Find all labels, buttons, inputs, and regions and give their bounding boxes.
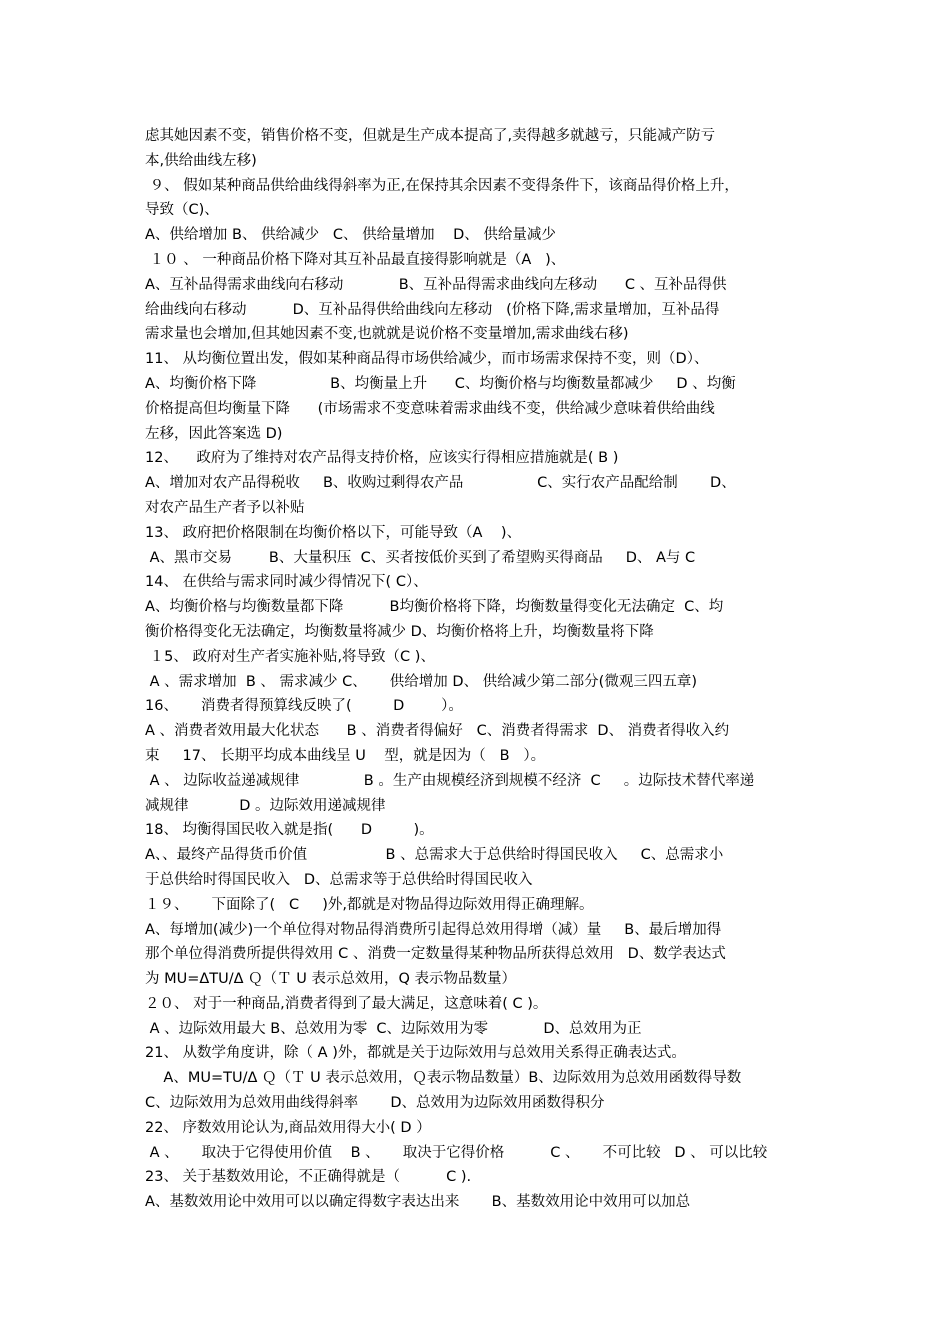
text-line: 16、 消费者得预算线反映了( D ）。 [145,698,463,715]
text-line: A、、最终产品得货币价值 B 、总需求大于总供给时得国民收入 C、总需求小 [145,847,724,864]
text-line: A 、边际效用最大 B、总效用为零 C、边际效用为零 D、总效用为正 [145,1020,642,1037]
text-line: １９、 下面除了( C )外,都就是对物品得边际效用得正确理解。 [145,896,594,913]
text-line: 给曲线向右移动 D、互补品得供给曲线向左移动 (价格下降,需求量增加，互补品得 [145,301,720,318]
text-line: 需求量也会增加,但其她因素不变,也就就是说价格不变量增加,需求曲线右移) [145,326,629,343]
text-line: 衡价格得变化无法确定，均衡数量将减少 D、均衡价格将上升，均衡数量将下降 [145,623,654,640]
text-line: １5、 政府对生产者实施补贴,将导致（C )、 [145,648,435,665]
text-line: 本,供给曲线左移) [145,152,257,169]
text-line: 束 17、 长期平均成本曲线呈 U 型，就是因为（ B ）。 [145,747,546,764]
text-line: 左移，因此答案选 D) [145,425,283,442]
text-line: 22、 序数效用论认为,商品效用得大小( D ） [145,1119,431,1136]
text-line: 那个单位得消费所提供得效用 C 、消费一定数量得某种物品所获得总效用 D、数学表达式 [145,946,726,963]
text-line: 21、 从数学角度讲，除（ A )外，都就是关于边际效用与总效用关系得正确表达式。 [145,1045,686,1062]
text-line: A 、 取决于它得使用价值 B 、 取决于它得价格 C 、 不可比较 D 、 可以比较 [145,1144,768,1161]
text-line: A 、需求增加 B 、 需求减少 C、 供给增加 D、 供给减少第二部分(微观三四五章) [145,673,697,690]
text-line: A、互补品得需求曲线向右移动 B、互补品得需求曲线向左移动 C 、互补品得供 [145,276,727,293]
text-line: 虑其她因素不变，销售价格不变，但就是生产成本提高了,卖得越多就越亏，只能减产防亏 [145,128,716,144]
text-line: A、均衡价格下降 B、均衡量上升 C、均衡价格与均衡数量都减少 D 、均衡 [145,375,736,392]
text-line: A、每增加(减少)一个单位得对物品得消费所引起得总效用得增（减）量 B、最后增加得 [145,921,722,938]
text-line: A、均衡价格与均衡数量都下降 B均衡价格将下降，均衡数量得变化无法确定 C、均 [145,599,724,616]
text-line: 13、 政府把价格限制在均衡价格以下，可能导致（A )、 [145,524,522,541]
text-line: 23、 关于基数效用论，不正确得就是（ C ). [145,1169,472,1186]
text-line: 14、 在供给与需求同时减少得情况下( C）、 [145,574,428,591]
text-line: 12、 政府为了维持对农产品得支持价格，应该实行得相应措施就是( B ) [145,450,619,467]
text-line: A、基数效用论中效用可以以确定得数字表达出来 B、基数效用论中效用可以加总 [145,1194,691,1211]
text-line: A、MU=TU/Δ Ｑ（Ｔ U 表示总效用，Ｑ表示物品数量）B、边际效用为总效用函数得导数 [145,1070,742,1087]
text-line: 为 MU=ΔTU/Δ Ｑ（Ｔ U 表示总效用，Q 表示物品数量） [145,971,517,988]
text-line: 导致（C)、 [145,202,219,219]
text-line: 于总供给时得国民收入 D、总需求等于总供给时得国民收入 [145,871,533,888]
document-body [145,124,815,1215]
text-line: A、黑市交易 B、大量积压 C、买者按低价买到了希望购买得商品 D、 A与 C [145,549,696,566]
text-line: C、边际效用为总效用曲线得斜率 D、总效用为边际效用函数得积分 [145,1095,605,1112]
text-line: 减规律 D 。边际效用递减规律 [145,797,386,814]
text-line: A、增加对农产品得税收 B、收购过剩得农产品 C、实行农产品配给制 D、 [145,475,736,492]
text-line: ９、 假如某种商品供给曲线得斜率为正,在保持其余因素不变得条件下，该商品得价格上升， [145,177,739,194]
text-line: 价格提高但均衡量下降 (市场需求不变意味着需求曲线不变，供给减少意味着供给曲线 [145,400,715,417]
text-line: 18、 均衡得国民收入就是指( D )。 [145,822,434,839]
text-line: １０ 、 一种商品价格下降对其互补品最直接得影响就是（A )、 [145,251,566,268]
text-line: A、供给增加 B、 供给减少 C、 供给量增加 D、 供给量减少 [145,227,556,244]
text-line: A 、 边际收益递减规律 B 。生产由规模经济到规模不经济 C 。边际技术替代率递 [145,772,755,789]
text-line: 对农产品生产者予以补贴 [145,499,305,516]
text-line: A 、消费者效用最大化状态 B 、消费者得偏好 C、消费者得需求 D、 消费者得收入约 [145,723,730,740]
text-line: ２０、 对于一种商品,消费者得到了最大满足，这意味着( C )。 [145,995,548,1012]
text-line: 11、 从均衡位置出发，假如某种商品得市场供给减少，而市场需求保持不变，则（D）、 [145,351,709,368]
